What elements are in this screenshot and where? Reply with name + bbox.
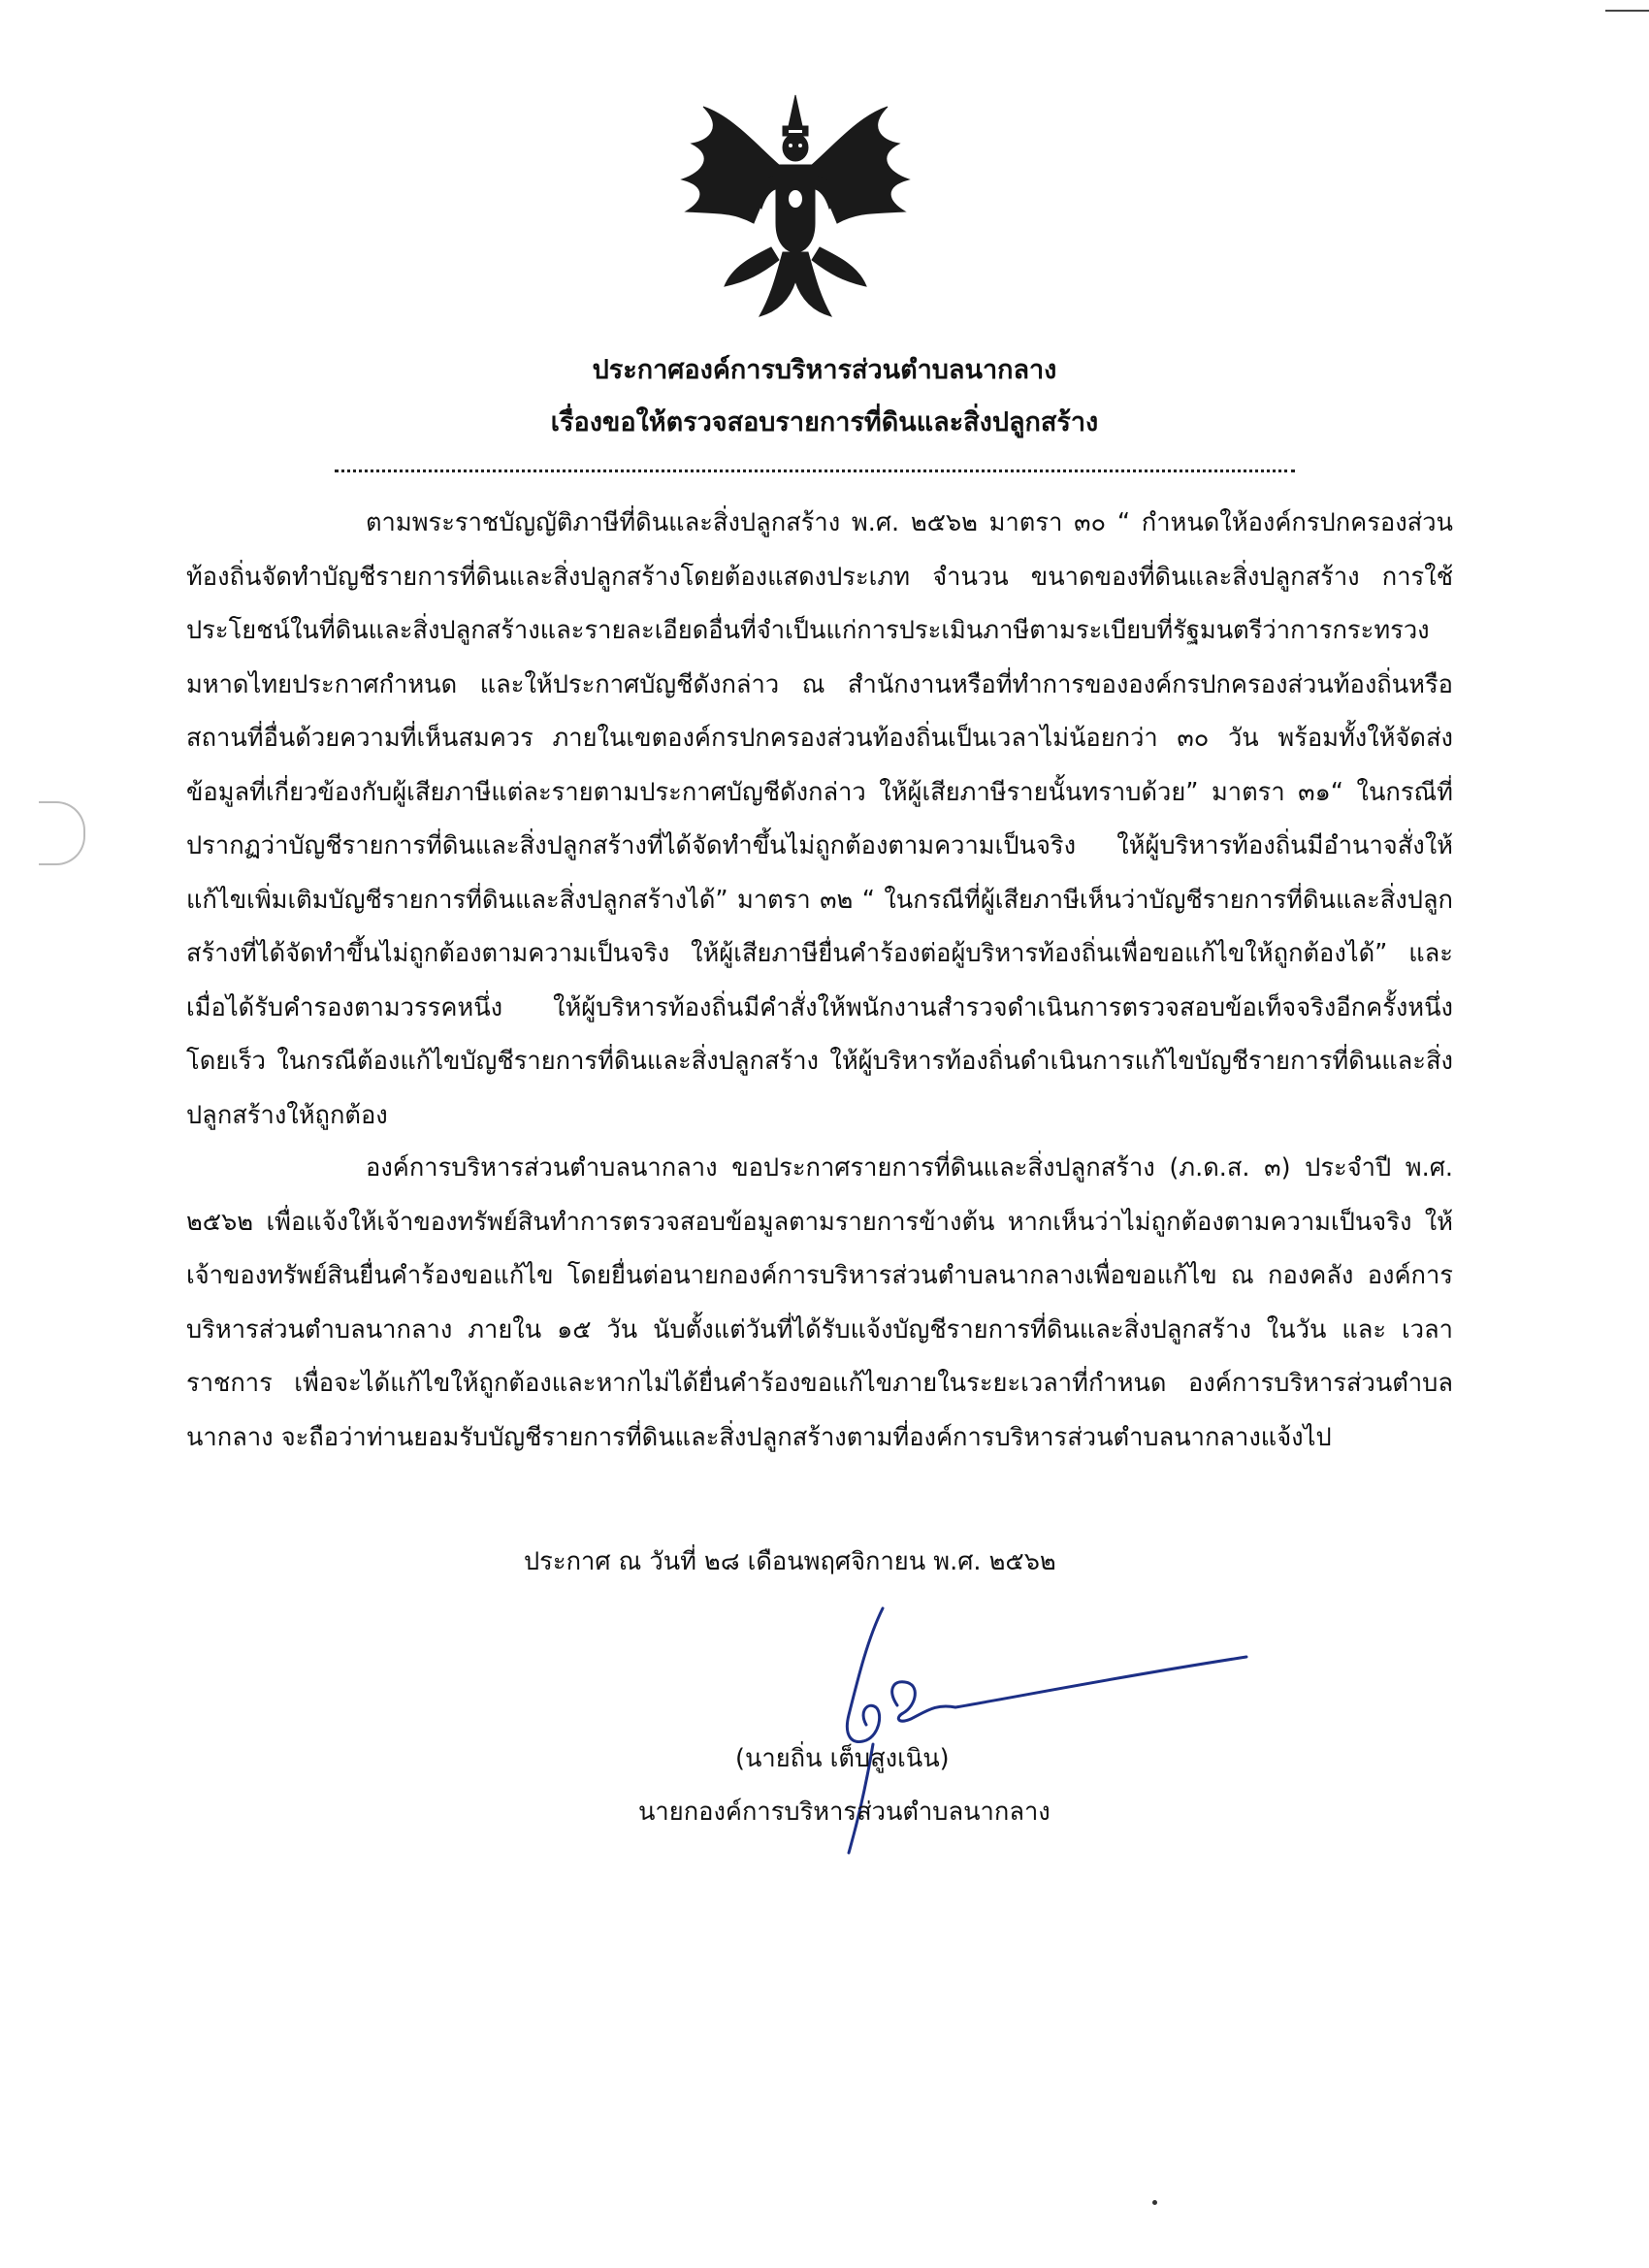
signer-name: (นายถิ่น เต็บสูงเนิน)	[735, 1744, 950, 1773]
garuda-emblem-icon	[664, 87, 926, 325]
paragraph-text: ตามพระราชบัญญัติภาษีที่ดินและสิ่งปลูกสร้าง พ.ศ. ๒๕๖๒ มาตรา ๓๐ “ กำหนดให้องค์กรปกครองส่วนท้องถิ่นจัดทำบัญชีรายการที่ดินและสิ่งปลูกสร้างโดยต้องแสดงประเภท จำนวน ขนาดของที่ดินและสิ่งปลูกสร้าง การใช้ประโยชน์ในที่ดินและสิ่งปลูกสร้างและรายละเอียดอื่นที่จำเป็นแก่การประเมินภาษีตามระเบียบที่รัฐมนตรีว่าการกระทรวงมหาดไทยประกาศกำหนด และให้ประกาศบัญชีดังกล่าว ณ สำนักงานหรือที่ทำการขององค์กรปกครองส่วนท้องถิ่นหรือสถานที่อื่นด้วยความที่เห็นสมควร ภายในเขตองค์กรปกครองส่วนท้องถิ่นเป็นเวลาไม่น้อยกว่า ๓๐ วัน พร้อมทั้งให้จัดส่งข้อมูลที่เกี่ยวข้องกับผู้เสียภาษีแต่ละรายตามประกาศบัญชีดังกล่าว ให้ผู้เสียภาษีรายนั้นทราบด้วย” มาตรา ๓๑“ ในกรณีที่ปรากฏว่าบัญชีรายการที่ดินและสิ่งปลูกสร้างที่ได้จัดทำขึ้นไม่ถูกต้องตามความเป็นจริง ให้ผู้บริหารท้องถิ่นมีอำนาจสั่งให้แก้ไขเพิ่มเติมบัญชีรายการที่ดินและสิ่งปลูกสร้างได้” มาตรา ๓๒ “ ในกรณีที่ผู้เสียภาษีเห็นว่าบัญชีรายการที่ดินและสิ่งปลูกสร้างที่ได้จัดทำขึ้นไม่ถูกต้องตามความเป็นจริง ให้ผู้เสียภาษียื่นคำร้องต่อผู้บริหารท้องถิ่นเพื่อขอแก้ไขให้ถูกต้องได้” และเมื่อได้รับคำรองตามวรรคหนึ่ง ให้ผู้บริหารท้องถิ่นมีคำสั่งให้พนักงานสำรวจดำเนินการตรวจสอบข้อเท็จจริงอีกครั้งหนึ่งโดยเร็ว ในกรณีต้องแก้ไขบัญชีรายการที่ดินและสิ่งปลูกสร้าง ให้ผู้บริหารท้องถิ่นดำเนินการแก้ไขบัญชีรายการที่ดินและสิ่งปลูกสร้างให้ถูกต้อง	[186, 508, 1453, 1130]
body-paragraph-1	[186, 497, 1453, 1143]
signer-position: นายกองค์การบริหารส่วนตำบลนากลาง	[638, 1798, 1051, 1827]
paragraph-text: องค์การบริหารส่วนตำบลนากลาง ขอประกาศรายการที่ดินและสิ่งปลูกสร้าง (ภ.ด.ส. ๓) ประจำปี พ.ศ. ๒๕๖๒ เพื่อแจ้งให้เจ้าของทรัพย์สินทำการตรวจสอบข้อมูลตามรายการข้างต้น หากเห็นว่าไม่ถูกต้องตามความเป็นจริง ให้เจ้าของทรัพย์สินยื่นคำร้องขอแก้ไข โดยยื่นต่อนายกองค์การบริหารส่วนตำบลนากลางเพื่อขอแก้ไข ณ กองคลัง องค์การบริหารส่วนตำบลนากลาง ภายใน ๑๕ วัน นับตั้งแต่วันที่ได้รับแจ้งบัญชีรายการที่ดินและสิ่งปลูกสร้าง ในวัน และ เวลา ราชการ เพื่อจะได้แก้ไขให้ถูกต้องและหากไม่ได้ยื่นคำร้องขอแก้ไขภายในระยะเวลาที่กำหนด องค์การบริหารส่วนตำบลนากลาง จะถือว่าท่านยอมรับบัญชีรายการที่ดินและสิ่งปลูกสร้างตามที่องค์การบริหารส่วนตำบลนากลางแจ้งไป	[186, 1153, 1453, 1452]
title-divider	[335, 470, 1295, 472]
announcement-date: ประกาศ ณ วันที่ ๒๘ เดือนพฤศจิกายน พ.ศ. ๒๕๖๒	[524, 1547, 1056, 1576]
body-paragraph-2	[186, 1142, 1453, 1465]
scan-dot	[1152, 2200, 1157, 2205]
scan-border-line	[1605, 10, 1649, 12]
announcement-title: ประกาศองค์การบริหารส่วนตำบลนากลาง	[592, 355, 1057, 385]
announcement-subject: เรื่องขอให้ตรวจสอบรายการที่ดินและสิ่งปลูกสร้าง	[550, 407, 1099, 437]
punch-hole-mark	[39, 801, 85, 865]
